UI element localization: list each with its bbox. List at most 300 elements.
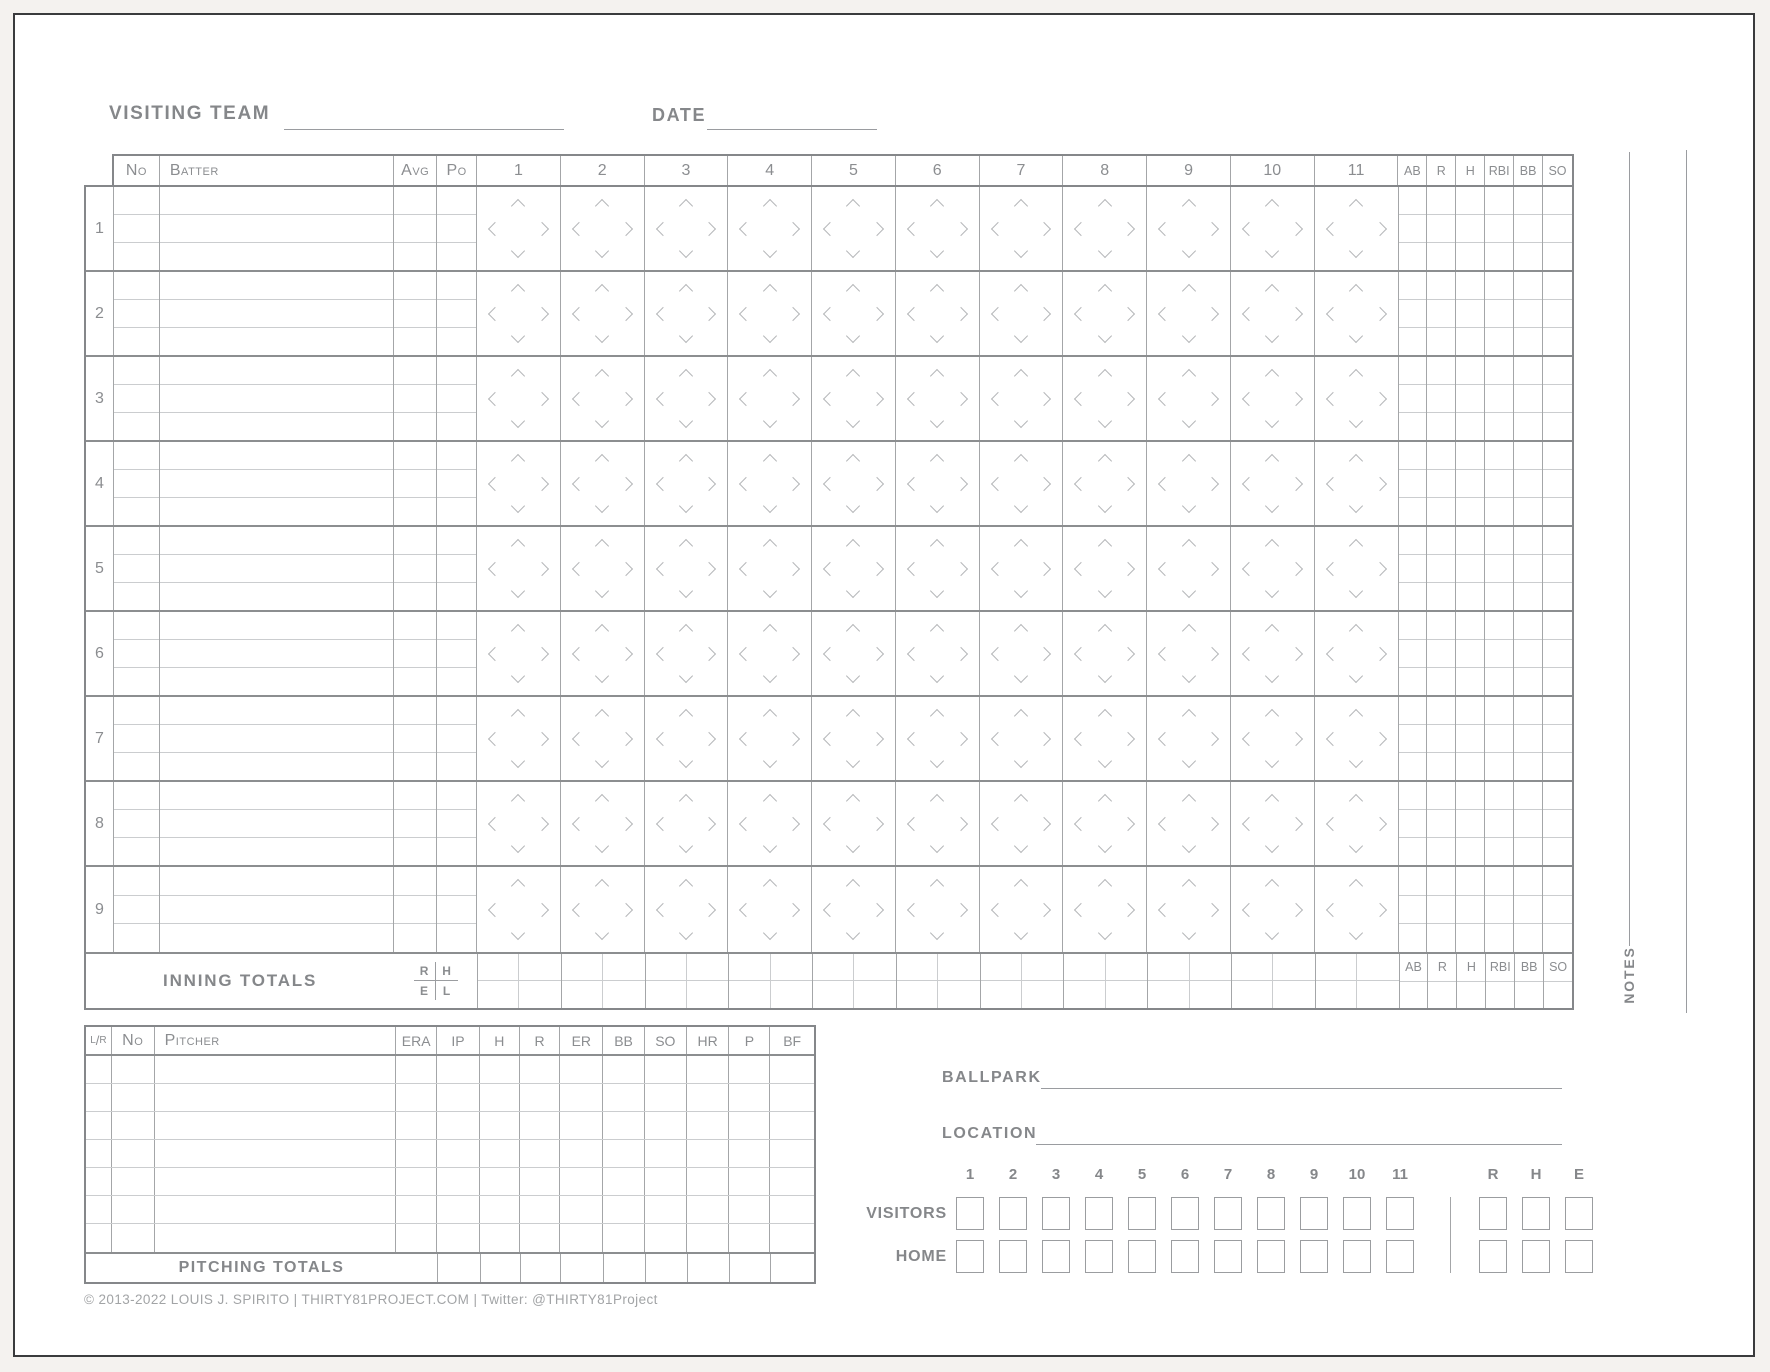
batter-no-cell[interactable] — [114, 272, 159, 300]
inning-play-cell[interactable] — [645, 867, 729, 952]
inning-play-cell[interactable] — [1063, 612, 1147, 695]
pitcher-cell[interactable] — [155, 1196, 397, 1223]
batter-stat-cell[interactable] — [1485, 527, 1513, 555]
batter-stat-cell[interactable] — [1399, 555, 1427, 583]
batter-no-cell[interactable] — [114, 838, 159, 865]
batter-stat-cell[interactable] — [1514, 668, 1542, 695]
batter-stat-cell[interactable] — [1485, 272, 1513, 300]
batter-stat-cell[interactable] — [1456, 413, 1484, 440]
pitcher-cell[interactable] — [560, 1056, 603, 1083]
inning-play-cell[interactable] — [812, 867, 896, 952]
inning-play-cell[interactable] — [561, 442, 645, 525]
batter-no-cell[interactable] — [114, 583, 159, 610]
inning-total-cell[interactable] — [980, 954, 1064, 1008]
inning-play-cell[interactable] — [645, 272, 729, 355]
pitcher-cell[interactable] — [86, 1084, 112, 1111]
inning-play-cell[interactable] — [645, 442, 729, 525]
batter-stat-cell[interactable] — [1543, 697, 1572, 725]
pitcher-cell[interactable] — [645, 1224, 687, 1252]
batter-stat-cell[interactable] — [1485, 328, 1513, 355]
inning-total-quadrant[interactable] — [729, 981, 770, 1008]
batter-stat-cell[interactable] — [1399, 924, 1427, 952]
batter-stat-cell[interactable] — [1543, 924, 1572, 952]
batter-name-cell[interactable] — [160, 782, 393, 810]
batter-po-cell[interactable] — [437, 640, 476, 668]
batter-po-cell[interactable] — [437, 924, 476, 952]
batter-po-cell[interactable] — [437, 810, 476, 838]
batter-avg-cell[interactable] — [394, 810, 436, 838]
stat-total-cell[interactable] — [1544, 982, 1572, 1009]
pitcher-cell[interactable] — [437, 1112, 480, 1139]
pitcher-cell[interactable] — [155, 1084, 397, 1111]
batter-avg-cell[interactable] — [394, 498, 436, 525]
pitcher-cell[interactable] — [770, 1168, 814, 1195]
batter-avg-cell[interactable] — [394, 527, 436, 555]
pitching-total-cell[interactable] — [560, 1254, 603, 1282]
batter-no-cell[interactable] — [114, 725, 159, 753]
batter-po-cell[interactable] — [437, 782, 476, 810]
batter-po-cell[interactable] — [437, 498, 476, 525]
batter-stat-cell[interactable] — [1514, 357, 1542, 385]
inning-total-quadrant[interactable] — [519, 954, 560, 981]
pitcher-cell[interactable] — [437, 1196, 480, 1223]
inning-play-cell[interactable] — [1315, 867, 1399, 952]
inning-total-quadrant[interactable] — [854, 981, 895, 1008]
batter-no-cell[interactable] — [114, 612, 159, 640]
batter-stat-cell[interactable] — [1514, 243, 1542, 270]
batter-stat-cell[interactable] — [1543, 272, 1572, 300]
pitcher-cell[interactable] — [687, 1196, 730, 1223]
batter-stat-cell[interactable] — [1543, 725, 1572, 753]
pitcher-cell[interactable] — [520, 1056, 561, 1083]
batter-stat-cell[interactable] — [1543, 385, 1572, 413]
batter-stat-cell[interactable] — [1485, 300, 1513, 328]
batter-stat-cell[interactable] — [1514, 896, 1542, 925]
inning-play-cell[interactable] — [645, 612, 729, 695]
batter-po-cell[interactable] — [437, 300, 476, 328]
batter-stat-cell[interactable] — [1485, 896, 1513, 925]
inning-play-cell[interactable] — [728, 527, 812, 610]
inning-play-cell[interactable] — [1315, 697, 1399, 780]
batter-stat-cell[interactable] — [1514, 753, 1542, 780]
batter-stat-cell[interactable] — [1456, 243, 1484, 270]
inning-total-cell[interactable] — [561, 954, 645, 1008]
linescore-box[interactable] — [1343, 1240, 1371, 1273]
inning-play-cell[interactable] — [896, 442, 980, 525]
inning-play-cell[interactable] — [1063, 867, 1147, 952]
batter-stat-cell[interactable] — [1543, 442, 1572, 470]
batter-stat-cell[interactable] — [1485, 470, 1513, 498]
inning-play-cell[interactable] — [561, 867, 645, 952]
pitching-total-cell[interactable] — [480, 1254, 520, 1282]
pitcher-cell[interactable] — [770, 1112, 814, 1139]
batter-stat-cell[interactable] — [1514, 527, 1542, 555]
linescore-box[interactable] — [956, 1197, 984, 1230]
inning-total-quadrant[interactable] — [981, 954, 1022, 981]
inning-play-cell[interactable] — [1315, 612, 1399, 695]
pitcher-cell[interactable] — [86, 1224, 112, 1252]
batter-stat-cell[interactable] — [1485, 697, 1513, 725]
batter-stat-cell[interactable] — [1485, 810, 1513, 838]
pitcher-cell[interactable] — [520, 1084, 561, 1111]
batter-name-cell[interactable] — [160, 612, 393, 640]
pitcher-cell[interactable] — [480, 1168, 520, 1195]
batter-name-cell[interactable] — [160, 527, 393, 555]
inning-play-cell[interactable] — [1231, 357, 1315, 440]
batter-stat-cell[interactable] — [1543, 810, 1572, 838]
batter-no-cell[interactable] — [114, 697, 159, 725]
inning-play-cell[interactable] — [477, 357, 561, 440]
batter-po-cell[interactable] — [437, 328, 476, 355]
batter-name-cell[interactable] — [160, 867, 393, 896]
inning-play-cell[interactable] — [1063, 187, 1147, 270]
pitcher-cell[interactable] — [687, 1084, 730, 1111]
batter-stat-cell[interactable] — [1399, 896, 1427, 925]
batter-no-cell[interactable] — [114, 215, 159, 243]
pitcher-cell[interactable] — [437, 1084, 480, 1111]
pitcher-cell[interactable] — [560, 1224, 603, 1252]
batter-avg-cell[interactable] — [394, 272, 436, 300]
batter-name-cell[interactable] — [160, 272, 393, 300]
batter-stat-cell[interactable] — [1427, 527, 1455, 555]
pitcher-cell[interactable] — [396, 1168, 437, 1195]
batter-stat-cell[interactable] — [1427, 640, 1455, 668]
pitcher-cell[interactable] — [112, 1140, 155, 1167]
inning-play-cell[interactable] — [896, 187, 980, 270]
batter-stat-cell[interactable] — [1485, 243, 1513, 270]
inning-play-cell[interactable] — [812, 187, 896, 270]
batter-stat-cell[interactable] — [1456, 187, 1484, 215]
pitching-total-cell[interactable] — [729, 1254, 770, 1282]
inning-play-cell[interactable] — [1231, 782, 1315, 865]
inning-total-quadrant[interactable] — [1190, 954, 1231, 981]
inning-play-cell[interactable] — [728, 187, 812, 270]
batter-name-cell[interactable] — [160, 668, 393, 695]
linescore-box[interactable] — [1085, 1197, 1113, 1230]
pitching-total-cell[interactable] — [687, 1254, 730, 1282]
pitcher-cell[interactable] — [480, 1140, 520, 1167]
inning-play-cell[interactable] — [896, 782, 980, 865]
batter-stat-cell[interactable] — [1485, 867, 1513, 896]
stat-total-cell[interactable] — [1515, 982, 1543, 1009]
inning-play-cell[interactable] — [1063, 697, 1147, 780]
batter-stat-cell[interactable] — [1427, 498, 1455, 525]
inning-total-quadrant[interactable] — [938, 954, 979, 981]
batter-stat-cell[interactable] — [1427, 357, 1455, 385]
batter-name-cell[interactable] — [160, 215, 393, 243]
batter-no-cell[interactable] — [114, 810, 159, 838]
batter-no-cell[interactable] — [114, 470, 159, 498]
pitcher-cell[interactable] — [687, 1168, 730, 1195]
batter-stat-cell[interactable] — [1514, 442, 1542, 470]
inning-play-cell[interactable] — [980, 357, 1064, 440]
inning-total-cell[interactable] — [1063, 954, 1147, 1008]
pitcher-cell[interactable] — [112, 1168, 155, 1195]
batter-stat-cell[interactable] — [1399, 527, 1427, 555]
pitcher-cell[interactable] — [520, 1168, 561, 1195]
inning-play-cell[interactable] — [645, 187, 729, 270]
inning-total-quadrant[interactable] — [687, 954, 728, 981]
pitching-total-cell[interactable] — [520, 1254, 561, 1282]
batter-no-cell[interactable] — [114, 896, 159, 925]
batter-stat-cell[interactable] — [1427, 753, 1455, 780]
pitcher-cell[interactable] — [480, 1112, 520, 1139]
batter-name-cell[interactable] — [160, 385, 393, 413]
batter-stat-cell[interactable] — [1456, 867, 1484, 896]
batter-no-cell[interactable] — [114, 385, 159, 413]
batter-stat-cell[interactable] — [1514, 697, 1542, 725]
linescore-rhe-box[interactable] — [1565, 1197, 1593, 1230]
batter-stat-cell[interactable] — [1485, 187, 1513, 215]
inning-play-cell[interactable] — [812, 442, 896, 525]
pitcher-cell[interactable] — [687, 1224, 730, 1252]
pitcher-cell[interactable] — [396, 1224, 437, 1252]
batter-no-cell[interactable] — [114, 442, 159, 470]
inning-play-cell[interactable] — [561, 527, 645, 610]
batter-stat-cell[interactable] — [1514, 924, 1542, 952]
batter-avg-cell[interactable] — [394, 413, 436, 440]
stat-total-cell[interactable] — [1428, 982, 1456, 1009]
batter-no-cell[interactable] — [114, 243, 159, 270]
pitching-total-cell[interactable] — [645, 1254, 687, 1282]
pitcher-cell[interactable] — [729, 1084, 770, 1111]
inning-play-cell[interactable] — [1147, 187, 1231, 270]
pitcher-cell[interactable] — [603, 1140, 645, 1167]
inning-total-quadrant[interactable] — [813, 954, 854, 981]
inning-play-cell[interactable] — [1315, 442, 1399, 525]
batter-po-cell[interactable] — [437, 413, 476, 440]
linescore-box[interactable] — [1257, 1197, 1285, 1230]
inning-play-cell[interactable] — [812, 782, 896, 865]
batter-stat-cell[interactable] — [1514, 782, 1542, 810]
batter-po-cell[interactable] — [437, 838, 476, 865]
batter-stat-cell[interactable] — [1456, 470, 1484, 498]
inning-play-cell[interactable] — [896, 612, 980, 695]
pitcher-cell[interactable] — [729, 1140, 770, 1167]
batter-stat-cell[interactable] — [1427, 272, 1455, 300]
linescore-box[interactable] — [956, 1240, 984, 1273]
inning-play-cell[interactable] — [561, 612, 645, 695]
pitcher-cell[interactable] — [155, 1056, 397, 1083]
inning-total-quadrant[interactable] — [1148, 954, 1189, 981]
pitcher-cell[interactable] — [112, 1084, 155, 1111]
batter-stat-cell[interactable] — [1543, 215, 1572, 243]
batter-avg-cell[interactable] — [394, 924, 436, 952]
pitcher-cell[interactable] — [729, 1112, 770, 1139]
inning-play-cell[interactable] — [1063, 357, 1147, 440]
pitcher-cell[interactable] — [770, 1140, 814, 1167]
pitcher-cell[interactable] — [729, 1224, 770, 1252]
batter-po-cell[interactable] — [437, 555, 476, 583]
batter-stat-cell[interactable] — [1427, 187, 1455, 215]
batter-no-cell[interactable] — [114, 357, 159, 385]
inning-play-cell[interactable] — [1315, 187, 1399, 270]
batter-avg-cell[interactable] — [394, 470, 436, 498]
inning-total-quadrant[interactable] — [771, 954, 812, 981]
batter-name-cell[interactable] — [160, 470, 393, 498]
linescore-box[interactable] — [999, 1197, 1027, 1230]
batter-po-cell[interactable] — [437, 697, 476, 725]
batter-stat-cell[interactable] — [1456, 498, 1484, 525]
batter-stat-cell[interactable] — [1514, 413, 1542, 440]
batter-stat-cell[interactable] — [1399, 328, 1427, 355]
inning-total-quadrant[interactable] — [603, 954, 644, 981]
inning-play-cell[interactable] — [980, 272, 1064, 355]
batter-stat-cell[interactable] — [1514, 272, 1542, 300]
batter-stat-cell[interactable] — [1485, 555, 1513, 583]
inning-play-cell[interactable] — [561, 697, 645, 780]
batter-stat-cell[interactable] — [1514, 498, 1542, 525]
pitcher-cell[interactable] — [480, 1084, 520, 1111]
inning-play-cell[interactable] — [896, 357, 980, 440]
batter-stat-cell[interactable] — [1456, 896, 1484, 925]
batter-stat-cell[interactable] — [1399, 697, 1427, 725]
inning-play-cell[interactable] — [1315, 272, 1399, 355]
batter-stat-cell[interactable] — [1456, 385, 1484, 413]
inning-play-cell[interactable] — [728, 867, 812, 952]
inning-play-cell[interactable] — [1231, 612, 1315, 695]
batter-name-cell[interactable] — [160, 838, 393, 865]
inning-total-quadrant[interactable] — [603, 981, 644, 1008]
batter-no-cell[interactable] — [114, 328, 159, 355]
stat-total-cell[interactable] — [1400, 982, 1428, 1009]
batter-stat-cell[interactable] — [1399, 640, 1427, 668]
batter-stat-cell[interactable] — [1399, 215, 1427, 243]
inning-play-cell[interactable] — [477, 697, 561, 780]
batter-stat-cell[interactable] — [1456, 810, 1484, 838]
batter-avg-cell[interactable] — [394, 782, 436, 810]
pitcher-cell[interactable] — [86, 1056, 112, 1083]
pitcher-cell[interactable] — [86, 1168, 112, 1195]
pitcher-cell[interactable] — [520, 1140, 561, 1167]
batter-stat-cell[interactable] — [1399, 187, 1427, 215]
batter-stat-cell[interactable] — [1485, 753, 1513, 780]
batter-stat-cell[interactable] — [1456, 215, 1484, 243]
pitcher-cell[interactable] — [560, 1196, 603, 1223]
inning-play-cell[interactable] — [896, 867, 980, 952]
batter-stat-cell[interactable] — [1543, 867, 1572, 896]
inning-play-cell[interactable] — [728, 782, 812, 865]
inning-total-cell[interactable] — [896, 954, 980, 1008]
inning-play-cell[interactable] — [1147, 442, 1231, 525]
batter-name-cell[interactable] — [160, 555, 393, 583]
batter-stat-cell[interactable] — [1514, 300, 1542, 328]
batter-avg-cell[interactable] — [394, 328, 436, 355]
inning-play-cell[interactable] — [812, 272, 896, 355]
batter-name-cell[interactable] — [160, 328, 393, 355]
batter-name-cell[interactable] — [160, 810, 393, 838]
batter-stat-cell[interactable] — [1427, 668, 1455, 695]
batter-stat-cell[interactable] — [1456, 640, 1484, 668]
batter-stat-cell[interactable] — [1399, 442, 1427, 470]
inning-total-quadrant[interactable] — [1022, 981, 1063, 1008]
inning-total-quadrant[interactable] — [478, 954, 519, 981]
pitcher-cell[interactable] — [112, 1112, 155, 1139]
inning-play-cell[interactable] — [477, 187, 561, 270]
inning-play-cell[interactable] — [1147, 782, 1231, 865]
pitcher-cell[interactable] — [480, 1224, 520, 1252]
inning-play-cell[interactable] — [1231, 527, 1315, 610]
pitcher-cell[interactable] — [603, 1224, 645, 1252]
batter-no-cell[interactable] — [114, 498, 159, 525]
inning-play-cell[interactable] — [980, 867, 1064, 952]
pitcher-cell[interactable] — [86, 1196, 112, 1223]
inning-play-cell[interactable] — [1147, 612, 1231, 695]
batter-stat-cell[interactable] — [1427, 215, 1455, 243]
batter-stat-cell[interactable] — [1456, 328, 1484, 355]
inning-total-quadrant[interactable] — [562, 981, 603, 1008]
inning-play-cell[interactable] — [1063, 782, 1147, 865]
inning-total-quadrant[interactable] — [981, 981, 1022, 1008]
batter-name-cell[interactable] — [160, 187, 393, 215]
batter-stat-cell[interactable] — [1427, 924, 1455, 952]
inning-total-cell[interactable] — [1231, 954, 1315, 1008]
inning-play-cell[interactable] — [1147, 272, 1231, 355]
batter-po-cell[interactable] — [437, 385, 476, 413]
inning-total-quadrant[interactable] — [1232, 981, 1273, 1008]
batter-stat-cell[interactable] — [1456, 612, 1484, 640]
inning-play-cell[interactable] — [1315, 782, 1399, 865]
batter-stat-cell[interactable] — [1514, 838, 1542, 865]
batter-stat-cell[interactable] — [1514, 470, 1542, 498]
inning-play-cell[interactable] — [980, 697, 1064, 780]
pitcher-cell[interactable] — [770, 1084, 814, 1111]
batter-po-cell[interactable] — [437, 470, 476, 498]
batter-po-cell[interactable] — [437, 668, 476, 695]
batter-stat-cell[interactable] — [1543, 668, 1572, 695]
batter-stat-cell[interactable] — [1514, 867, 1542, 896]
batter-stat-cell[interactable] — [1485, 413, 1513, 440]
linescore-box[interactable] — [1128, 1197, 1156, 1230]
linescore-box[interactable] — [1171, 1197, 1199, 1230]
pitcher-cell[interactable] — [645, 1112, 687, 1139]
batter-stat-cell[interactable] — [1399, 668, 1427, 695]
batter-stat-cell[interactable] — [1427, 867, 1455, 896]
pitcher-cell[interactable] — [155, 1112, 397, 1139]
inning-total-quadrant[interactable] — [813, 981, 854, 1008]
batter-stat-cell[interactable] — [1456, 583, 1484, 610]
inning-total-quadrant[interactable] — [1064, 954, 1105, 981]
pitching-total-cell[interactable] — [770, 1254, 814, 1282]
pitcher-cell[interactable] — [560, 1084, 603, 1111]
batter-stat-cell[interactable] — [1399, 357, 1427, 385]
inning-total-quadrant[interactable] — [1064, 981, 1105, 1008]
inning-play-cell[interactable] — [477, 867, 561, 952]
inning-total-quadrant[interactable] — [1190, 981, 1231, 1008]
batter-avg-cell[interactable] — [394, 725, 436, 753]
date-input-line[interactable] — [707, 129, 877, 130]
linescore-box[interactable] — [1300, 1240, 1328, 1273]
batter-po-cell[interactable] — [437, 725, 476, 753]
notes-writing-line[interactable] — [1629, 152, 1630, 946]
pitcher-cell[interactable] — [687, 1140, 730, 1167]
inning-total-quadrant[interactable] — [646, 954, 687, 981]
pitcher-cell[interactable] — [645, 1140, 687, 1167]
pitcher-cell[interactable] — [396, 1112, 437, 1139]
linescore-box[interactable] — [1085, 1240, 1113, 1273]
batter-stat-cell[interactable] — [1427, 583, 1455, 610]
pitcher-cell[interactable] — [729, 1168, 770, 1195]
batter-stat-cell[interactable] — [1485, 924, 1513, 952]
inning-total-quadrant[interactable] — [897, 954, 938, 981]
batter-po-cell[interactable] — [437, 896, 476, 925]
inning-total-quadrant[interactable] — [646, 981, 687, 1008]
batter-po-cell[interactable] — [437, 583, 476, 610]
batter-name-cell[interactable] — [160, 753, 393, 780]
pitcher-cell[interactable] — [603, 1084, 645, 1111]
batter-stat-cell[interactable] — [1399, 498, 1427, 525]
linescore-rhe-box[interactable] — [1479, 1240, 1507, 1273]
